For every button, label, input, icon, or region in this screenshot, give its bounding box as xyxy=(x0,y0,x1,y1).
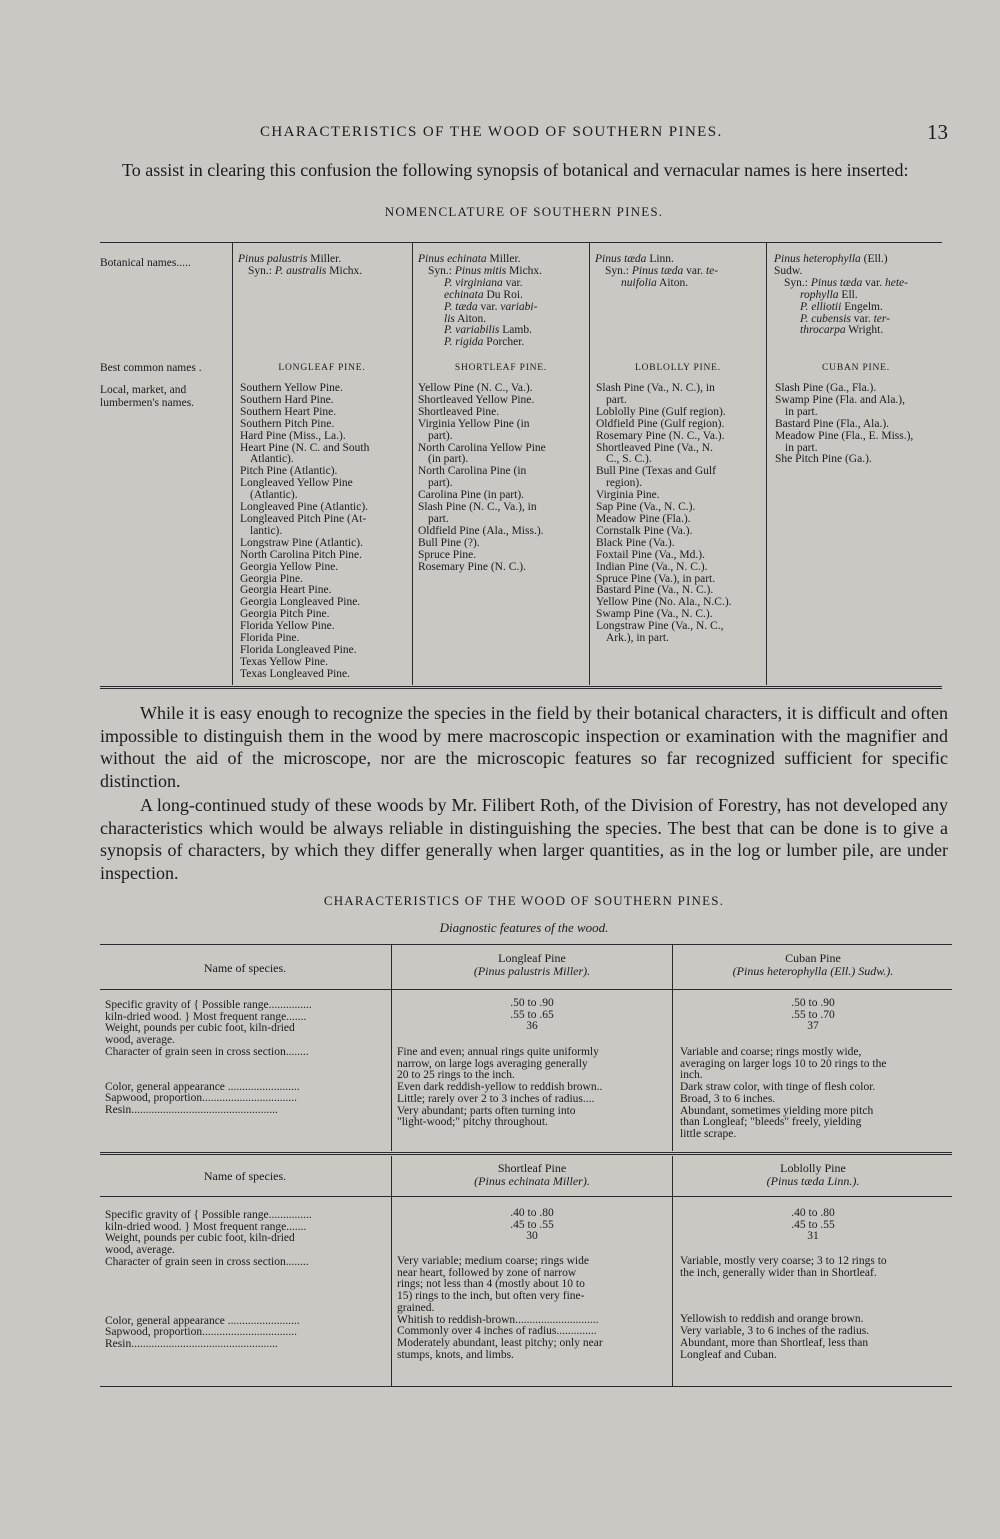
column-divider xyxy=(232,242,233,685)
value-sapwood: Broad, 3 to 6 inches. xyxy=(680,1092,776,1105)
table-top-rule xyxy=(100,242,942,243)
label-gravity-possible: Specific gravity of { Possible range............... xyxy=(105,1209,312,1221)
name-line: Indian Pine (Va., N. C.). xyxy=(596,560,708,573)
values-text-cuban xyxy=(680,1047,952,1141)
name-line: Longstraw Pine (Va., N. C., xyxy=(596,620,724,633)
name-line: Spruce Pine (Va.), in part. xyxy=(596,572,716,585)
species-header-shortleaf xyxy=(393,1162,671,1188)
value-grain: near heart, followed by zone of narrow xyxy=(397,1266,577,1279)
table-header-rule xyxy=(100,989,952,990)
local-names-shortleaf xyxy=(418,383,586,574)
name-line: Meadow Pine (Fla., E. Miss.), xyxy=(775,429,914,442)
value-grain: 15) rings to the inch, but often very fine- xyxy=(397,1290,585,1303)
value-grain: Variable, mostly very coarse; 3 to 12 rings to xyxy=(680,1255,887,1267)
page-number: 13 xyxy=(927,120,948,144)
intro-paragraph: To assist in clearing this confusion the following synopsis of botanical and vernacular names is here inserted: xyxy=(122,160,909,180)
label-grain: Character of grain seen in cross section........ xyxy=(105,1045,309,1058)
column-divider xyxy=(589,242,590,685)
sci-name: Pinus heterophylla xyxy=(774,253,861,265)
label-weight: Weight, pounds per cubic foot, kiln-dried xyxy=(105,1022,295,1035)
sci-name: P. cubensis xyxy=(800,312,851,325)
value-weight: 37 xyxy=(807,1020,819,1033)
local-names-loblolly xyxy=(596,383,764,645)
label-resin: Resin................................................... xyxy=(105,1103,278,1116)
row-label-local-line: lumbermen's names. xyxy=(100,396,195,409)
name-line: Georgia Yellow Pine. xyxy=(240,560,339,573)
name-line: Virginia Pine. xyxy=(596,489,660,502)
name-line: Bull Pine (?). xyxy=(418,536,480,549)
body-paragraph: A long-continued study of these woods by Mr. Filibert Roth, of the Division of Forestry, has not developed any characteristics which would be always reliable in distinguishing the species. The best that can be done is to give a synopsis of characters, by which they differ generally when larger quantities, as in the log or lumber pile, are under inspection. xyxy=(100,795,948,883)
value-color: Whitish to reddish-brown............................. xyxy=(397,1313,599,1326)
value-grain: averaging on larger logs 10 to 20 rings to the xyxy=(680,1057,887,1070)
row-label-common: Best common names . xyxy=(100,362,202,374)
sci-name: P. virginiana xyxy=(444,276,503,289)
name-line: Heart Pine (N. C. and South xyxy=(240,441,370,454)
value-resin: than Longleaf; "bleeds" freely, yielding xyxy=(680,1116,862,1129)
text-line: Syn.: Pinus tæda var. hete- xyxy=(784,276,908,289)
header-title: CHARACTERISTICS OF THE WOOD OF SOUTHERN PINES. xyxy=(260,124,723,140)
name-line: Bull Pine (Texas and Gulf xyxy=(596,465,716,478)
text-line: echinata Du Roi. xyxy=(444,288,523,301)
name-of-species-header: Name of species. xyxy=(203,1169,287,1183)
name-of-species-header: Name of species. xyxy=(203,961,287,975)
text-line: rophylla Ell. xyxy=(800,288,858,301)
sci-name: throcarpa xyxy=(800,324,846,337)
label-weight-cont: wood, average. xyxy=(105,1244,175,1257)
characteristics-title: CHARACTERISTICS OF THE WOOD OF SOUTHERN PINES. xyxy=(323,893,725,908)
name-line: Slash Pine (Va., N. C.), in xyxy=(596,382,715,394)
name-line: Florida Pine. xyxy=(240,632,300,645)
text-line: nuifolia Aiton. xyxy=(621,276,689,289)
column-divider xyxy=(672,1156,673,1386)
value-weight: 31 xyxy=(807,1230,819,1243)
name-line: Pitch Pine (Atlantic). xyxy=(240,465,338,478)
value-possible-range: .50 to .90 xyxy=(510,997,554,1009)
table-bottom-rule xyxy=(100,1152,952,1155)
values-numeric-longleaf xyxy=(393,998,671,1033)
label-color: Color, general appearance ......................... xyxy=(105,1080,300,1093)
name-line: (Atlantic). xyxy=(250,489,298,502)
species-sci-name: (Pinus echinata Miller). xyxy=(474,1174,590,1188)
value-resin: "light-wood;" pitchy throughout. xyxy=(397,1116,548,1129)
name-line: Bastard Pine (Fla., Ala.). xyxy=(775,417,890,430)
value-grain: the inch, generally wider than in Shortleaf. xyxy=(680,1266,877,1279)
text-line: Pinus heterophylla (Ell.) xyxy=(774,253,888,265)
column-divider xyxy=(672,944,673,1151)
name-line: Cornstalk Pine (Va.). xyxy=(596,524,693,537)
text-line: Syn.: Pinus mitis Michx. xyxy=(428,264,543,277)
value-resin: Very abundant; parts often turning into xyxy=(397,1104,576,1117)
name-line: Swamp Pine (Fla. and Ala.), xyxy=(775,393,905,406)
local-names-longleaf xyxy=(240,383,410,681)
text-line: P. virginiana var. xyxy=(444,276,523,289)
column-divider xyxy=(391,1156,392,1386)
name-line: Florida Yellow Pine. xyxy=(240,620,335,633)
name-line: Shortleaved Pine. xyxy=(418,405,500,418)
label-gravity-frequent: kiln-dried wood. } Most frequent range....... xyxy=(105,1010,307,1023)
label-sapwood: Sapwood, proportion................................. xyxy=(105,1326,297,1339)
name-line: Meadow Pine (Fla.). xyxy=(596,512,691,525)
value-grain: Variable and coarse; rings mostly wide, xyxy=(680,1046,862,1058)
sci-name: Pinus palustris xyxy=(238,253,308,265)
common-name-loblolly: LOBLOLLY PINE. xyxy=(635,363,721,373)
value-frequent-range: .45 to .55 xyxy=(791,1218,835,1231)
row-label-botanical: Botanical names..... xyxy=(100,257,191,269)
name-line: Foxtail Pine (Va., Md.). xyxy=(596,548,705,561)
name-line: Florida Longleaved Pine. xyxy=(240,643,357,656)
row-labels xyxy=(105,1000,387,1117)
column-divider xyxy=(766,242,767,685)
species-name: Shortleaf Pine xyxy=(497,1161,567,1175)
value-grain: Fine and even; annual rings quite uniformly xyxy=(397,1046,599,1058)
botanical-cell-loblolly xyxy=(595,254,765,290)
name-line: Virginia Yellow Pine (in xyxy=(418,417,530,430)
name-line: Southern Yellow Pine. xyxy=(240,382,343,394)
label-weight-cont: wood, average. xyxy=(105,1034,175,1047)
name-line: Shortleaved Yellow Pine. xyxy=(418,393,535,406)
name-line: Southern Pitch Pine. xyxy=(240,417,335,430)
text-line: Pinus tæda Linn. xyxy=(595,253,674,265)
species-header-loblolly xyxy=(674,1162,952,1188)
value-color: Even dark reddish-yellow to reddish brown.. xyxy=(397,1081,603,1094)
name-line: She Pitch Pine (Ga.). xyxy=(775,453,872,466)
label-resin: Resin................................................... xyxy=(105,1337,278,1350)
species-sci-name: (Pinus palustris Miller). xyxy=(473,964,591,978)
value-possible-range: .40 to .80 xyxy=(791,1207,835,1219)
name-line: Slash Pine (Ga., Fla.). xyxy=(775,382,877,394)
name-line: Bastard Pine (Va., N. C.). xyxy=(596,584,714,597)
name-line: Atlantic). xyxy=(250,453,294,466)
name-line: part. xyxy=(606,393,627,406)
name-line: Longstraw Pine (Atlantic). xyxy=(240,536,363,549)
name-line: Swamp Pine (Va., N. C.). xyxy=(596,608,713,621)
name-line: region). xyxy=(606,477,643,490)
common-name-cuban: CUBAN PINE. xyxy=(822,363,890,373)
name-line: North Carolina Pine (in xyxy=(418,465,527,478)
value-frequent-range: .45 to .55 xyxy=(510,1218,554,1231)
value-grain: narrow, on large logs averaging generally xyxy=(397,1057,588,1070)
species-name: Cuban Pine xyxy=(785,951,841,965)
species-header-longleaf xyxy=(393,952,671,978)
values-text-shortleaf xyxy=(397,1256,669,1361)
value-resin: Longleaf and Cuban. xyxy=(680,1348,777,1361)
text-line: P. rigida Porcher. xyxy=(444,336,525,349)
values-numeric-cuban xyxy=(674,998,952,1033)
name-line: C., S. C.). xyxy=(606,453,652,466)
name-line: Longleaved Yellow Pine xyxy=(240,477,353,490)
name-line: Longleaved Pine (Atlantic). xyxy=(240,501,369,514)
values-numeric-loblolly xyxy=(674,1208,952,1243)
label-grain: Character of grain seen in cross section........ xyxy=(105,1255,309,1268)
common-name-longleaf: LONGLEAF PINE. xyxy=(278,363,366,373)
value-sapwood: Little; rarely over 2 to 3 inches of radius.... xyxy=(397,1092,595,1105)
name-line: Rosemary Pine (N. C., Va.). xyxy=(596,429,725,442)
name-line: Black Pine (Va.). xyxy=(596,536,675,549)
text-line: P. variabilis Lamb. xyxy=(444,324,532,337)
table-bottom-rule xyxy=(100,686,942,689)
row-label-local-line: Local, market, and xyxy=(100,384,187,396)
sci-name: P. rigida xyxy=(444,336,484,349)
text-line: Syn.: Pinus tæda var. te- xyxy=(605,264,719,277)
values-text-longleaf xyxy=(397,1047,669,1129)
characteristics-subtitle: Diagnostic features of the wood. xyxy=(439,920,609,935)
value-resin: Abundant, more than Shortleaf, less than xyxy=(680,1336,869,1349)
name-line: Spruce Pine. xyxy=(418,548,477,561)
name-line: Sap Pine (Va., N. C.). xyxy=(596,501,696,514)
name-line: Southern Heart Pine. xyxy=(240,405,337,418)
name-line: North Carolina Yellow Pine xyxy=(418,441,546,454)
sci-name: P. tæda xyxy=(444,300,478,313)
name-line: Yellow Pine (No. Ala., N.C.). xyxy=(596,596,732,609)
running-header xyxy=(100,120,948,148)
name-line: lantic). xyxy=(250,524,283,537)
text-line: Pinus palustris Miller. xyxy=(238,253,342,265)
botanical-cell-longleaf xyxy=(238,254,410,278)
sci-name: P. australis xyxy=(274,264,327,277)
value-resin: stumps, knots, and limbs. xyxy=(397,1348,514,1361)
value-possible-range: .50 to .90 xyxy=(791,997,835,1009)
values-text-loblolly xyxy=(680,1256,952,1361)
species-sci-name: (Pinus heterophylla (Ell.) Sudw.). xyxy=(732,964,894,978)
text-line: P. tæda var. variabi- xyxy=(444,300,538,313)
row-labels xyxy=(105,1210,387,1351)
sci-name: variabi- xyxy=(500,300,538,313)
botanical-cell-cuban xyxy=(774,254,944,337)
name-line: Hard Pine (Miss., La.). xyxy=(240,429,346,442)
name-line: Southern Hard Pine. xyxy=(240,393,334,406)
name-line: Texas Longleaved Pine. xyxy=(240,667,351,680)
name-line: in part. xyxy=(785,441,818,454)
text-line: Pinus echinata Miller. xyxy=(418,253,521,265)
table-bottom-rule xyxy=(100,1386,952,1387)
sci-name: Pinus tæda xyxy=(810,276,863,289)
value-resin: little scrape. xyxy=(680,1127,737,1140)
value-frequent-range: .55 to .70 xyxy=(791,1008,835,1021)
name-line: North Carolina Pitch Pine. xyxy=(240,548,363,561)
body-paragraph: While it is easy enough to recognize the species in the field by their botanical characters, it is difficult and often impossible to distinguish them in the wood by mere macroscopic inspection or examination with the magnifier and without the aid of the microscope, nor are the microscopic features so far recognized sufficient for specific distinction. xyxy=(100,703,948,791)
name-line: Georgia Pine. xyxy=(240,572,304,585)
name-line: part). xyxy=(428,429,453,442)
text-line: P. elliotii Engelm. xyxy=(800,300,883,313)
common-name-shortleaf: SHORTLEAF PINE. xyxy=(454,363,548,373)
sci-name: Pinus tæda xyxy=(595,253,647,265)
name-line: Texas Yellow Pine. xyxy=(240,655,329,668)
table-header-rule xyxy=(100,1196,952,1197)
local-names-cuban xyxy=(775,383,945,466)
text-line: P. cubensis var. ter- xyxy=(800,312,890,325)
table-top-rule xyxy=(100,944,952,945)
botanical-cell-shortleaf xyxy=(418,254,588,349)
name-line: Georgia Pitch Pine. xyxy=(240,608,330,621)
name-line: Rosemary Pine (N. C.). xyxy=(418,560,526,573)
value-weight: 36 xyxy=(526,1020,538,1033)
name-line: Oldfield Pine (Ala., Miss.). xyxy=(418,524,544,537)
sci-name: Pinus echinata xyxy=(418,253,487,265)
name-line: Longleaved Pitch Pine (At- xyxy=(240,512,367,525)
label-gravity-possible: Specific gravity of { Possible range............... xyxy=(105,999,312,1011)
name-line: Yellow Pine (N. C., Va.). xyxy=(418,382,533,394)
value-grain: inch. xyxy=(680,1069,703,1082)
name-line: in part. xyxy=(785,405,818,418)
column-divider xyxy=(391,944,392,1151)
values-numeric-shortleaf xyxy=(393,1208,671,1243)
nomenclature-title: NOMENCLATURE OF SOUTHERN PINES. xyxy=(384,204,664,219)
sci-name: Pinus mitis xyxy=(454,264,507,277)
value-resin: Abundant, sometimes yielding more pitch xyxy=(680,1104,874,1117)
value-possible-range: .40 to .80 xyxy=(510,1207,554,1219)
sci-name: P. variabilis xyxy=(444,324,500,337)
name-line: Slash Pine (N. C., Va.), in xyxy=(418,501,537,514)
name-line: Carolina Pine (in part). xyxy=(418,489,525,502)
value-grain: Very variable; medium coarse; rings wide xyxy=(397,1255,589,1267)
value-sapwood: Very variable, 3 to 6 inches of the radius. xyxy=(680,1325,870,1338)
text-line: Syn.: P. australis Michx. xyxy=(248,264,363,277)
sci-name: ter- xyxy=(873,312,890,325)
value-color: Dark straw color, with tinge of flesh color. xyxy=(680,1081,876,1094)
species-sci-name: (Pinus tæda Linn.). xyxy=(766,1174,860,1188)
value-color: Yellowish to reddish and orange brown. xyxy=(680,1313,864,1326)
sci-name: P. elliotii xyxy=(800,300,842,313)
text-line: throcarpa Wright. xyxy=(800,324,884,337)
name-line: Oldfield Pine (Gulf region). xyxy=(596,417,725,430)
row-label-local xyxy=(100,384,230,409)
column-divider xyxy=(412,242,413,685)
sci-name: nuifolia xyxy=(621,276,657,289)
name-line: (in part). xyxy=(428,453,469,466)
sci-name: te- xyxy=(705,264,719,277)
species-header-cuban xyxy=(674,952,952,978)
name-line: Georgia Heart Pine. xyxy=(240,584,332,597)
name-line: Ark.), in part. xyxy=(606,632,669,645)
value-resin: Moderately abundant, least pitchy; only near xyxy=(397,1336,603,1349)
value-sapwood: Commonly over 4 inches of radius.............. xyxy=(397,1325,597,1338)
species-name: Loblolly Pine xyxy=(780,1161,846,1175)
text-line: lis Aiton. xyxy=(444,312,487,325)
name-line: Shortleaved Pine (Va., N. xyxy=(596,441,713,454)
text-line: Sudw. xyxy=(774,264,803,277)
sci-name: echinata xyxy=(444,288,484,301)
label-color: Color, general appearance ......................... xyxy=(105,1314,300,1327)
sci-name: lis xyxy=(444,312,455,325)
value-weight: 30 xyxy=(526,1230,538,1243)
name-line: Georgia Longleaved Pine. xyxy=(240,596,361,609)
value-grain: rings; not less than 4 (mostly about 10 to xyxy=(397,1278,585,1291)
label-weight: Weight, pounds per cubic foot, kiln-dried xyxy=(105,1232,295,1245)
value-grain: 20 to 25 rings to the inch. xyxy=(397,1069,515,1082)
name-line: part). xyxy=(428,477,453,490)
sci-name: hete- xyxy=(884,276,908,289)
value-frequent-range: .55 to .65 xyxy=(510,1008,554,1021)
value-grain: grained. xyxy=(397,1301,435,1314)
label-sapwood: Sapwood, proportion................................. xyxy=(105,1092,297,1105)
name-line: part. xyxy=(428,512,449,525)
sci-name: Pinus tæda xyxy=(631,264,684,277)
sci-name: rophylla xyxy=(800,288,839,301)
label-gravity-frequent: kiln-dried wood. } Most frequent range....... xyxy=(105,1220,307,1233)
name-line: Loblolly Pine (Gulf region). xyxy=(596,405,726,418)
species-name: Longleaf Pine xyxy=(498,951,566,965)
